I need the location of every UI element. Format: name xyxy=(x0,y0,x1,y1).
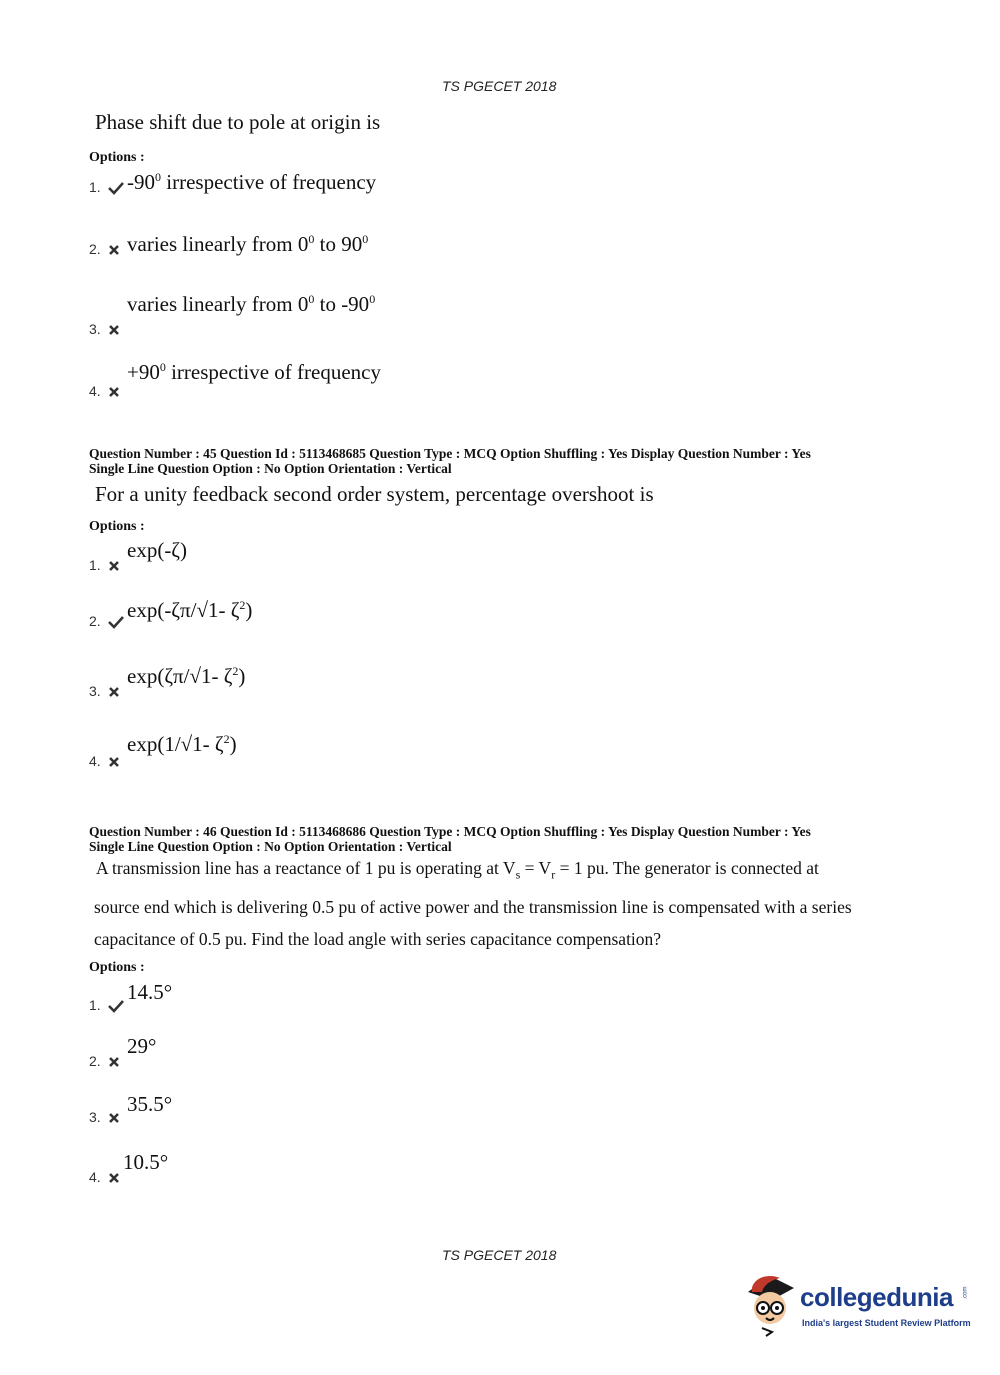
cross-icon xyxy=(107,385,127,399)
option-number: 3. xyxy=(89,683,101,699)
question-46-meta: Question Number : 46 Question Id : 5113468686 Question Type : MCQ Option Shuffling : Yes Display Question Number : Yes Single Line Question Option : No Option Orientation : Vertical xyxy=(89,824,811,854)
question-45-meta: Question Number : 45 Question Id : 5113468685 Question Type : MCQ Option Shuffling : Yes Display Question Number : Yes Single Line Question Option : No Option Orientation : Vertical xyxy=(89,446,811,476)
options-label: Options : xyxy=(89,150,145,165)
cross-icon xyxy=(107,323,127,337)
option-number: 3. xyxy=(89,321,101,337)
page-header: TS PGECET 2018 xyxy=(442,78,557,94)
option-text: exp(-ζπ/√1- $\zeta^2$) xyxy=(127,598,253,622)
option-number: 4. xyxy=(89,383,101,399)
mascot-icon xyxy=(742,1270,802,1340)
option-number: 1. xyxy=(89,557,101,573)
option-number: 2. xyxy=(89,1053,101,1069)
q44-option-3[interactable] xyxy=(89,292,375,337)
check-icon xyxy=(107,615,127,629)
q45-option-1[interactable] xyxy=(89,538,187,573)
option-number: 2. xyxy=(89,241,101,257)
question-46-text: A transmission line has a reactance of 1 pu is operating at $V_s = V_r = 1$ pu. The generator is connected at source end which is delivering 0.5 pu of active power and the transmission line is compensated with a series capacitance of 0.5 pu. Find the load angle with series capacitance compensation? xyxy=(94,858,852,949)
option-text: 35.5° xyxy=(127,1092,173,1116)
option-number: 1. xyxy=(89,997,101,1013)
q44-option-4[interactable] xyxy=(89,360,381,399)
question-45-text: For a unity feedback second order system, percentage overshoot is xyxy=(95,482,654,506)
option-text: exp(ζπ/√1- $\zeta^2$) xyxy=(127,664,246,688)
q46-option-1[interactable] xyxy=(89,980,172,1013)
cross-icon xyxy=(107,755,127,769)
options-label: Options : xyxy=(89,519,145,534)
cross-icon xyxy=(107,559,127,573)
option-number: 2. xyxy=(89,613,101,629)
q45-option-2[interactable] xyxy=(89,598,252,629)
options-label: Options : xyxy=(89,960,145,975)
check-icon xyxy=(107,181,127,195)
option-text: 29° xyxy=(127,1034,157,1058)
option-number: 1. xyxy=(89,179,101,195)
q45-option-4[interactable] xyxy=(89,732,237,769)
page-footer: TS PGECET 2018 xyxy=(442,1247,557,1263)
option-text: 14.5° xyxy=(127,980,173,1004)
logo-tagline: India's largest Student Review Platform xyxy=(802,1318,971,1328)
option-number: 4. xyxy=(89,753,101,769)
question-44-text: Phase shift due to pole at origin is xyxy=(95,110,381,134)
logo-suffix: .com xyxy=(962,1286,969,1300)
option-text: varies linearly from $0^0$ to $-90^0$ xyxy=(127,292,376,316)
q46-option-2[interactable] xyxy=(89,1034,156,1069)
check-icon xyxy=(107,999,127,1013)
q44-option-2[interactable] xyxy=(89,232,368,257)
collegedunia-logo xyxy=(742,1270,972,1340)
option-text: $+90^0$ irrespective of frequency xyxy=(127,360,381,384)
cross-icon xyxy=(107,685,127,699)
q46-option-4[interactable] xyxy=(89,1150,168,1185)
q46-option-3[interactable] xyxy=(89,1092,172,1125)
option-text: exp(1/√1- $\zeta^2$) xyxy=(127,732,237,756)
logo-name: collegedunia xyxy=(800,1282,953,1312)
q45-option-3[interactable] xyxy=(89,664,245,699)
option-number: 3. xyxy=(89,1109,101,1125)
cross-icon xyxy=(107,1055,127,1069)
option-number: 4. xyxy=(89,1169,101,1185)
q44-option-1[interactable] xyxy=(89,170,376,195)
option-text: exp(-ζ) xyxy=(127,538,187,562)
cross-icon xyxy=(107,243,127,257)
option-text: varies linearly from $0^0$ to $90^0$ xyxy=(127,232,369,256)
option-text: $-90^0$ irrespective of frequency xyxy=(127,170,377,194)
option-text: 10.5° xyxy=(123,1150,169,1174)
cross-icon xyxy=(107,1111,127,1125)
